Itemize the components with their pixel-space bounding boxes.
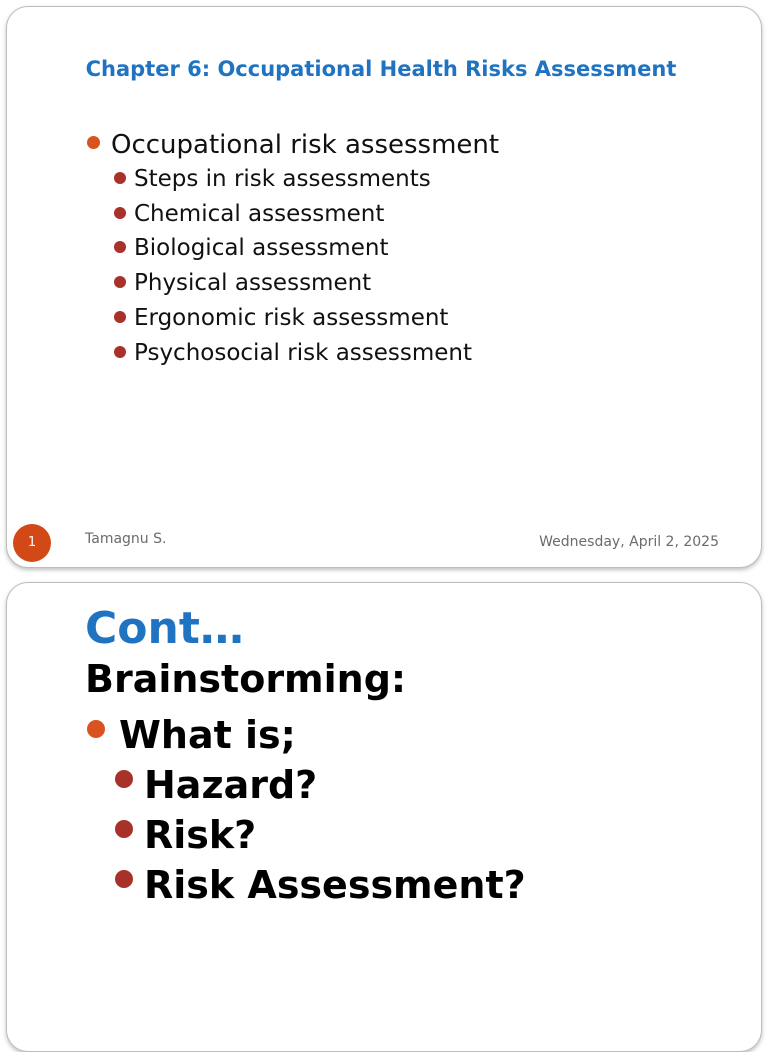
sub-bullet-text: Biological assessment xyxy=(134,235,389,262)
main-bullet-text: Occupational risk assessment xyxy=(111,130,500,160)
slide-1 xyxy=(6,6,762,568)
sub-bullet xyxy=(114,162,472,197)
slide-2-sub-bullet-list xyxy=(115,760,526,910)
bullet-dot-icon xyxy=(114,172,126,184)
sub-bullet xyxy=(114,266,472,301)
sub-bullet-text: Risk Assessment? xyxy=(144,863,526,907)
sub-bullet-text: Ergonomic risk assessment xyxy=(134,304,449,331)
main-bullet xyxy=(87,129,499,161)
bullet-dot-icon xyxy=(115,870,133,888)
sub-bullet-text: Hazard? xyxy=(144,763,318,807)
sub-bullet xyxy=(114,197,472,232)
sub-bullet-text: Risk? xyxy=(144,813,257,857)
bullet-dot-icon xyxy=(114,346,126,358)
main-bullet-text: What is; xyxy=(119,713,296,757)
bullet-dot-icon xyxy=(87,136,100,149)
sub-bullet xyxy=(114,336,472,371)
sub-bullet-text: Steps in risk assessments xyxy=(134,166,431,192)
slide-2-title: Cont… xyxy=(85,603,244,654)
sub-bullet xyxy=(115,860,526,910)
bullet-dot-icon xyxy=(114,311,126,323)
sub-bullet xyxy=(114,301,472,336)
sub-bullet-text: Psychosocial risk assessment xyxy=(134,339,473,366)
sub-bullet-text: Physical assessment xyxy=(134,270,372,297)
sub-bullet xyxy=(115,810,526,860)
slide-2 xyxy=(6,582,762,1052)
footer-author: Tamagnu S. xyxy=(85,531,167,547)
sub-bullet xyxy=(115,760,526,810)
sub-bullet xyxy=(114,231,472,266)
slide-2-bullet-list xyxy=(87,710,296,760)
footer-date: Wednesday, April 2, 2025 xyxy=(539,534,719,550)
slide-number-badge: 1 xyxy=(13,524,51,562)
slide-2-subtitle: Brainstorming: xyxy=(85,657,407,701)
bullet-dot-icon xyxy=(114,207,126,219)
bullet-dot-icon xyxy=(87,720,105,738)
bullet-dot-icon xyxy=(114,241,126,253)
bullet-dot-icon xyxy=(114,276,126,288)
slide-1-bullet-list xyxy=(87,129,499,161)
sub-bullet-text: Chemical assessment xyxy=(134,200,385,227)
bullet-dot-icon xyxy=(115,770,133,788)
slide-1-title: Chapter 6: Occupational Health Risks Assessment xyxy=(85,57,677,81)
slide-1-sub-bullet-list xyxy=(114,162,472,370)
main-bullet xyxy=(87,710,296,760)
bullet-dot-icon xyxy=(115,820,133,838)
